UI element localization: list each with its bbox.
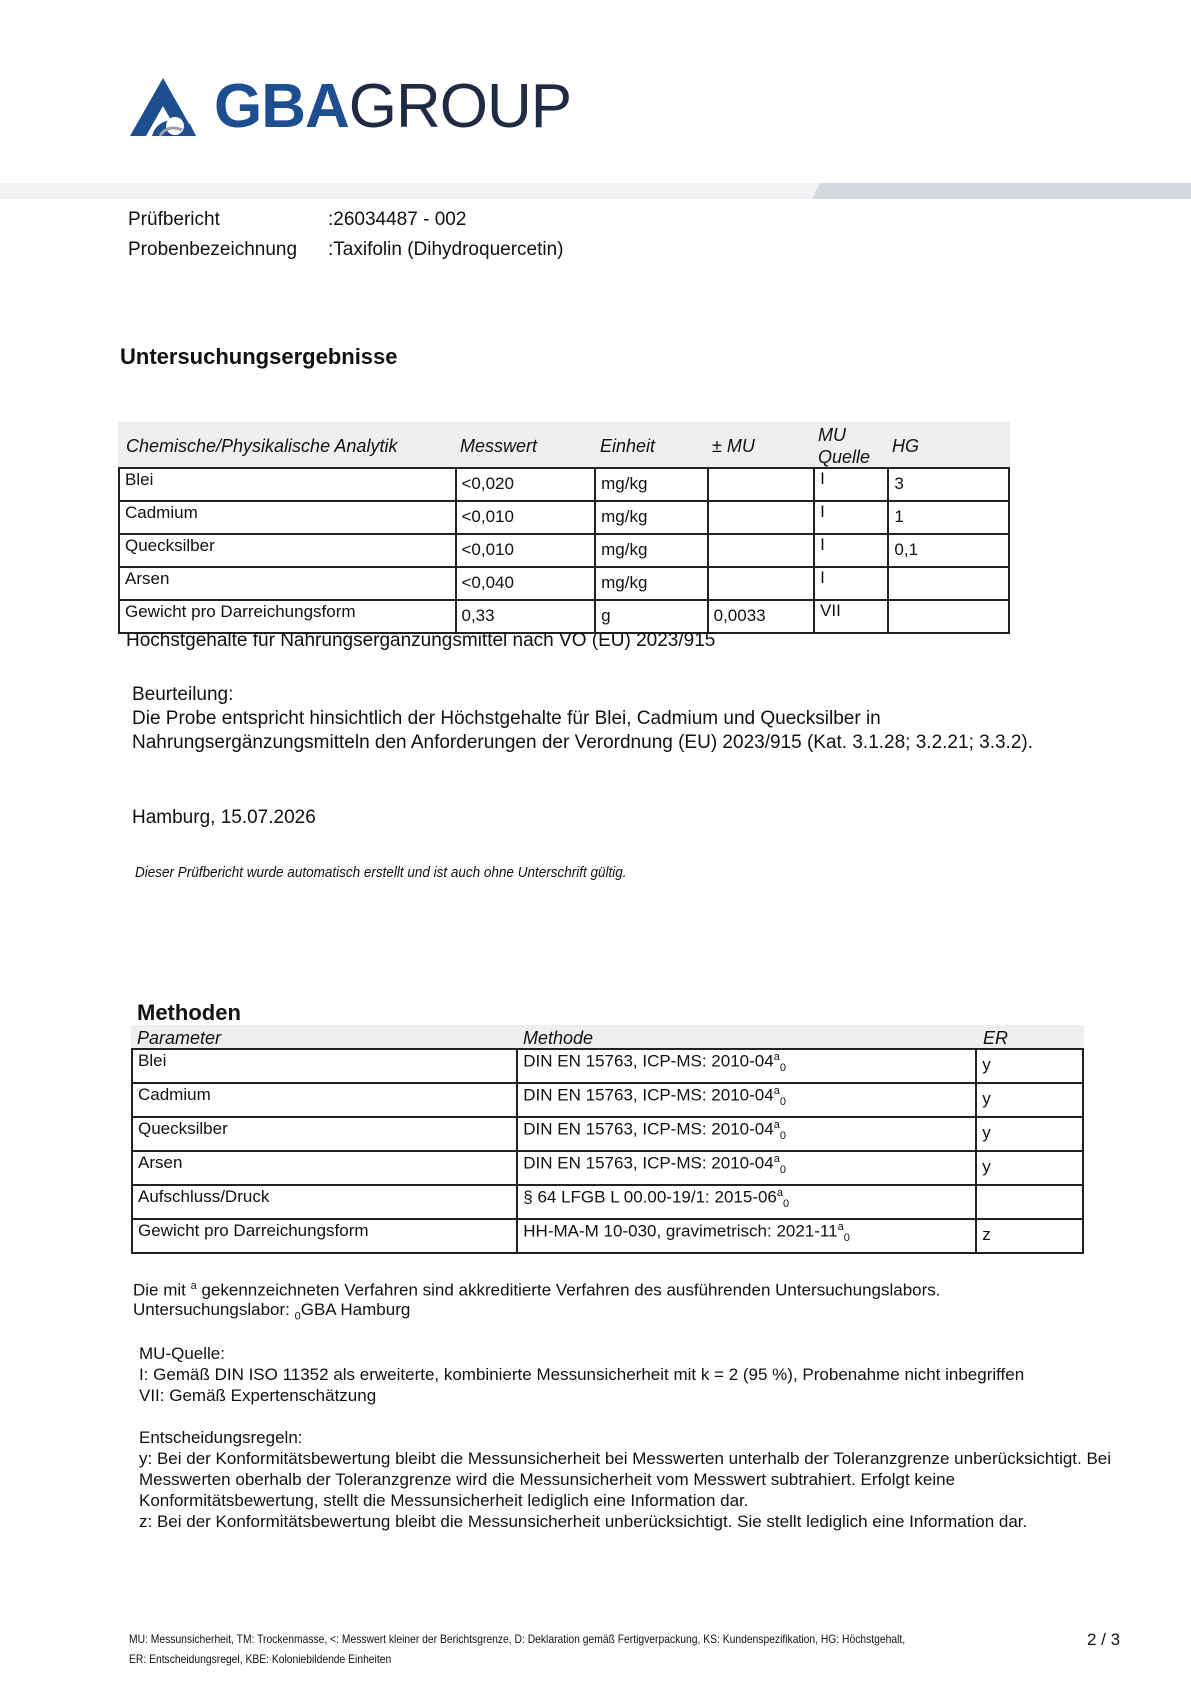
- table-row: [132, 1219, 1083, 1253]
- accreditation-line-1: [133, 1280, 941, 1301]
- hg-cell: [888, 567, 1009, 600]
- decision-rules-heading: Entscheidungsregeln:: [139, 1428, 303, 1447]
- col-method: Methode: [523, 1028, 594, 1048]
- er-cell: y: [976, 1049, 1083, 1083]
- table-row: [119, 501, 1009, 534]
- accredited-mark: a: [776, 1187, 784, 1199]
- mu-cell: 0,0033: [708, 600, 814, 633]
- decision-rules-line-2: Messwerten oberhalb der Toleranzgrenze wird die Messunsicherheit vom Messwert subtrahiert. Erfolgt keine: [139, 1470, 956, 1489]
- hg-cell: 0,1: [888, 534, 1009, 567]
- analyte-cell: Arsen: [119, 567, 456, 600]
- mu-source-cell: I: [814, 501, 888, 534]
- mu-source-cell: VII: [814, 600, 888, 633]
- method-text: DIN EN 15763, ICP-MS: 2010-04: [523, 1119, 774, 1139]
- method-text: DIN EN 15763, ICP-MS: 2010-04: [523, 1153, 774, 1173]
- header-band: [0, 183, 1191, 199]
- lab-mark: 0: [779, 1096, 786, 1109]
- col-hg: HG: [892, 436, 919, 456]
- col-er: ER: [983, 1028, 1009, 1048]
- mu-source-heading: MU-Quelle:: [139, 1344, 225, 1363]
- method-cell: [517, 1185, 976, 1219]
- col-analyte: Chemische/Physikalische Analytik: [126, 436, 398, 456]
- accredited-mark: a: [773, 1153, 780, 1165]
- col-value: Messwert: [460, 436, 538, 456]
- er-cell: y: [976, 1083, 1083, 1117]
- lab-mark: 0: [294, 1310, 301, 1323]
- page-number: 2 / 3: [1087, 1630, 1121, 1649]
- table-row: [119, 534, 1009, 567]
- parameter-cell: Gewicht pro Darreichungsform: [132, 1219, 517, 1253]
- accredited-mark: a: [773, 1051, 780, 1063]
- footer-legend-line-2: ER: Entscheidungsregel, KBE: Koloniebildende Einheiten: [129, 1652, 392, 1666]
- lab-mark: 0: [779, 1062, 786, 1075]
- method-cell: [517, 1049, 976, 1083]
- signature-note: Dieser Prüfbericht wurde automatisch erstellt und ist auch ohne Unterschrift gültig.: [135, 864, 627, 881]
- lab-mark: 0: [843, 1232, 850, 1245]
- gba-logo-mark-icon: [130, 78, 204, 140]
- parameter-cell: Blei: [132, 1049, 517, 1083]
- table-row: [119, 468, 1009, 501]
- col-unit: Einheit: [600, 436, 656, 456]
- table-row: [132, 1049, 1083, 1083]
- method-cell: [517, 1117, 976, 1151]
- mu-source-cell: I: [814, 468, 888, 501]
- hg-cell: [888, 600, 1009, 633]
- results-table-header: [118, 422, 1010, 468]
- methods-title: Methoden: [137, 1000, 241, 1025]
- table-row: [132, 1117, 1083, 1151]
- logo-wordmark-bold: GBA: [214, 72, 349, 141]
- methods-table: [131, 1048, 1084, 1254]
- assessment-line-2: Nahrungsergänzungsmitteln den Anforderungen der Verordnung (EU) 2023/915 (Kat. 3.1.28; 3.2.21; 3.3.2).: [132, 732, 1033, 753]
- table-row: [132, 1083, 1083, 1117]
- accreditation-text-post: gekennzeichneten Verfahren sind akkreditierte Verfahren des ausführenden Untersuchungslabors.: [196, 1280, 941, 1300]
- mu-cell: [708, 468, 814, 501]
- value-cell: 0,33: [456, 600, 596, 633]
- sample-name-label: Probenbezeichnung: [128, 239, 298, 260]
- er-cell: [976, 1185, 1083, 1219]
- unit-cell: mg/kg: [595, 468, 708, 501]
- accredited-mark: a: [773, 1119, 780, 1131]
- unit-cell: mg/kg: [595, 567, 708, 600]
- unit-cell: mg/kg: [595, 501, 708, 534]
- parameter-cell: Cadmium: [132, 1083, 517, 1117]
- mu-source-cell: I: [814, 534, 888, 567]
- accredited-mark: a: [837, 1221, 844, 1233]
- value-cell: <0,020: [456, 468, 596, 501]
- report-number-value: :26034487 - 002: [328, 209, 467, 230]
- analyte-cell: Gewicht pro Darreichungsform: [119, 600, 456, 633]
- analyte-cell: Cadmium: [119, 501, 456, 534]
- parameter-cell: Aufschluss/Druck: [132, 1185, 517, 1219]
- report-number-label: Prüfbericht: [128, 209, 220, 230]
- accredited-mark: a: [190, 1280, 197, 1292]
- accredited-mark: a: [773, 1085, 780, 1097]
- er-cell: y: [976, 1117, 1083, 1151]
- max-levels-note: Höchstgehalte für Nahrungsergänzungsmittel nach VO (EU) 2023/915: [126, 630, 716, 651]
- method-cell: [517, 1219, 976, 1253]
- gba-group-logo: [130, 72, 572, 146]
- decision-rules-line-4: z: Bei der Konformitätsbewertung bleibt die Messunsicherheit unberücksichtigt. Sie stellt lediglich eine Information dar.: [139, 1512, 1028, 1531]
- mu-cell: [708, 501, 814, 534]
- method-cell: [517, 1151, 976, 1185]
- method-cell: [517, 1083, 976, 1117]
- hg-cell: 3: [888, 468, 1009, 501]
- lab-mark: 0: [779, 1130, 786, 1143]
- analyte-cell: Quecksilber: [119, 534, 456, 567]
- col-parameter: Parameter: [137, 1028, 222, 1048]
- analyte-cell: Blei: [119, 468, 456, 501]
- value-cell: <0,040: [456, 567, 596, 600]
- table-row: [132, 1185, 1083, 1219]
- hg-cell: 1: [888, 501, 1009, 534]
- results-table: [118, 467, 1010, 634]
- accreditation-line-2: [133, 1300, 410, 1322]
- col-mu: ± MU: [712, 436, 755, 456]
- logo-wordmark-light: GROUP: [348, 72, 572, 141]
- mu-cell: [708, 567, 814, 600]
- er-cell: z: [976, 1219, 1083, 1253]
- results-title: Untersuchungsergebnisse: [120, 344, 398, 369]
- assessment-line-1: Die Probe entspricht hinsichtlich der Höchstgehalte für Blei, Cadmium und Quecksilber in: [132, 708, 881, 729]
- lab-mark: 0: [783, 1198, 790, 1211]
- mu-source-line-1: I: Gemäß DIN ISO 11352 als erweiterte, kombinierte Messunsicherheit mit k = 2 (95 %), Probenahme nicht inbegriffen: [139, 1365, 1025, 1384]
- parameter-cell: Quecksilber: [132, 1117, 517, 1151]
- method-text: HH-MA-M 10-030, gravimetrisch: 2021-11: [523, 1221, 838, 1241]
- lab-mark: 0: [779, 1164, 786, 1177]
- unit-cell: mg/kg: [595, 534, 708, 567]
- mu-cell: [708, 534, 814, 567]
- method-text: DIN EN 15763, ICP-MS: 2010-04: [523, 1085, 774, 1105]
- assessment-heading: Beurteilung:: [132, 684, 234, 705]
- lab-name: GBA Hamburg: [300, 1300, 411, 1319]
- footer-legend-line-1: MU: Messunsicherheit, TM: Trockenmasse, <: Messwert kleiner der Berichtsgrenze, D: Deklaration gemäß Fertigverpackung, KS: Kundenspezifikation, HG: Höchstgehalt,: [129, 1632, 906, 1646]
- value-cell: <0,010: [456, 501, 596, 534]
- mu-source-cell: I: [814, 567, 888, 600]
- method-text: DIN EN 15763, ICP-MS: 2010-04: [523, 1051, 774, 1071]
- method-text: § 64 LFGB L 00.00-19/1: 2015-06: [523, 1187, 777, 1207]
- accreditation-text-pre: Die mit: [133, 1280, 191, 1300]
- er-cell: y: [976, 1151, 1083, 1185]
- sample-name-value: :Taxifolin (Dihydroquercetin): [328, 239, 564, 260]
- col-mu-source-line1: MU: [818, 425, 846, 445]
- logo-wordmark: [214, 72, 571, 142]
- methods-table-header: [131, 1025, 1084, 1048]
- mu-source-line-2: VII: Gemäß Expertenschätzung: [139, 1386, 377, 1405]
- table-row: [119, 600, 1009, 633]
- value-cell: <0,010: [456, 534, 596, 567]
- table-row: [119, 567, 1009, 600]
- unit-cell: g: [595, 600, 708, 633]
- decision-rules-line-3: Konformitätsbewertung, stellt die Messunsicherheit lediglich eine Information dar.: [139, 1491, 749, 1510]
- col-mu-source-line2: Quelle: [818, 447, 871, 467]
- place-date: Hamburg, 15.07.2026: [132, 807, 316, 828]
- decision-rules-line-1: y: Bei der Konformitätsbewertung bleibt die Messunsicherheit bei Messwerten unterhalb der Toleranzgrenze unberücksichtigt. Bei: [139, 1449, 1112, 1468]
- lab-label: Untersuchungslabor:: [133, 1300, 295, 1319]
- parameter-cell: Arsen: [132, 1151, 517, 1185]
- table-row: [132, 1151, 1083, 1185]
